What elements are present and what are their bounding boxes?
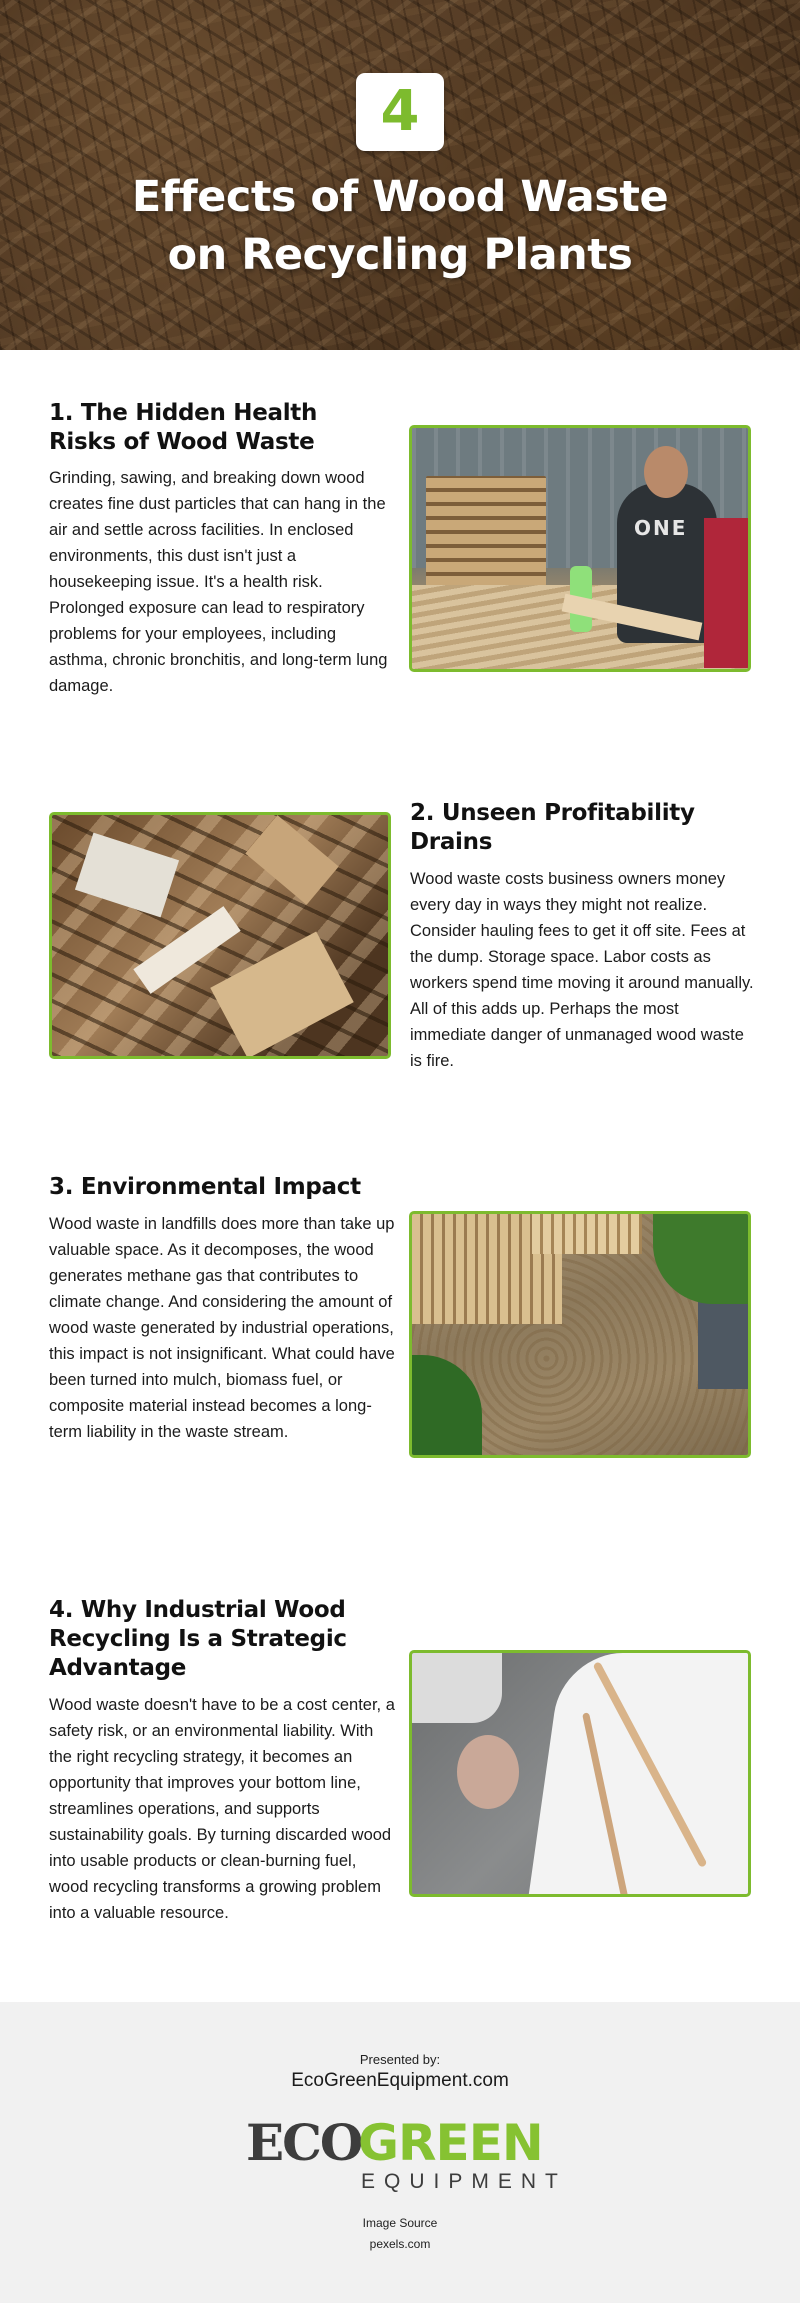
number-badge-value: 4: [380, 79, 420, 144]
section-2-body: Wood waste costs business owners money every day in ways they might not realize. Consider hauling fees to get it off site. Fees at the dump. Storage space. Labor costs as workers spend time moving it around manually. All of this adds up. Perhaps the most immediate danger of unmanaged wood waste is fire.: [410, 870, 754, 1070]
photo-pot: [412, 1653, 502, 1723]
section-1-photo: [409, 425, 751, 672]
photo-tree: [412, 1355, 482, 1455]
photo-scrap: [210, 932, 354, 1059]
section-2-title: 2. Unseen Profitability Drains: [410, 800, 695, 855]
photo-scrap: [245, 815, 338, 905]
photo-shelf: [426, 476, 546, 586]
photo-shirt-text: ONE: [634, 516, 688, 540]
number-badge: [356, 73, 444, 151]
section-4-body: Wood waste doesn't have to be a cost center, a safety risk, or an environmental liability. With the right recycling strategy, it becomes an opportunity that improves your bottom line, streamlines operations, and supports sustainability goals. By turning discarded wood into usable products or clean-burning fuel, wood recycling transforms a growing problem into a valuable resource.: [49, 1696, 395, 1922]
website-link[interactable]: EcoGreenEquipment.com: [291, 2070, 509, 2091]
section-3-body: Wood waste in landfills does more than take up valuable space. As it decomposes, the wood generates methane gas that contributes to climate change. And considering the amount of wood waste generated by industrial operations, this impact is not insignificant. What could have been turned into mulch, biomass fuel, or composite material instead becomes a long-term liability in the waste stream.: [49, 1215, 395, 1441]
section-1-title: 1. The Hidden Health Risks of Wood Waste: [49, 400, 318, 455]
page-title: [0, 168, 800, 284]
photo-stone: [457, 1735, 519, 1809]
page-title-line-2: on Recycling Plants: [167, 230, 633, 280]
photo-tree: [653, 1214, 748, 1304]
hero-banner: [0, 0, 800, 350]
section-3-title: 3. Environmental Impact: [49, 1174, 361, 1200]
section-4-photo: [409, 1650, 751, 1897]
image-source-label: Image Source: [362, 2216, 438, 2230]
logo-equipment-text: EQUIPMENT: [361, 2170, 567, 2193]
page-title-line-1: Effects of Wood Waste: [131, 172, 669, 222]
logo-green-text: GREEN: [358, 2114, 543, 2172]
logo-eco-text: ECO: [246, 2113, 362, 2172]
photo-cloth: [704, 518, 748, 668]
section-3-photo: [409, 1211, 751, 1458]
section-2-photo: [49, 812, 391, 1059]
section-4-title: 4. Why Industrial Wood Recycling Is a Strategic Advantage: [49, 1597, 347, 1681]
photo-scrap: [75, 833, 179, 918]
presented-by-label: Presented by:: [359, 2052, 441, 2067]
eco-green-logo: [246, 2113, 567, 2195]
photo-lumber-stack: [532, 1214, 642, 1254]
photo-roof: [698, 1299, 748, 1389]
photo-towel: [528, 1653, 751, 1897]
section-1-body: Grinding, sawing, and breaking down wood creates fine dust particles that can hang in the air and settle across facilities. In enclosed environments, this dust isn't just a housekeeping issue. It's a health risk. Prolonged exposure can lead to respiratory problems for your employees, including asthma, chronic bronchitis, and long-term lung damage.: [49, 469, 388, 695]
photo-worker-head: [644, 446, 688, 498]
image-source-value: pexels.com: [369, 2237, 431, 2251]
